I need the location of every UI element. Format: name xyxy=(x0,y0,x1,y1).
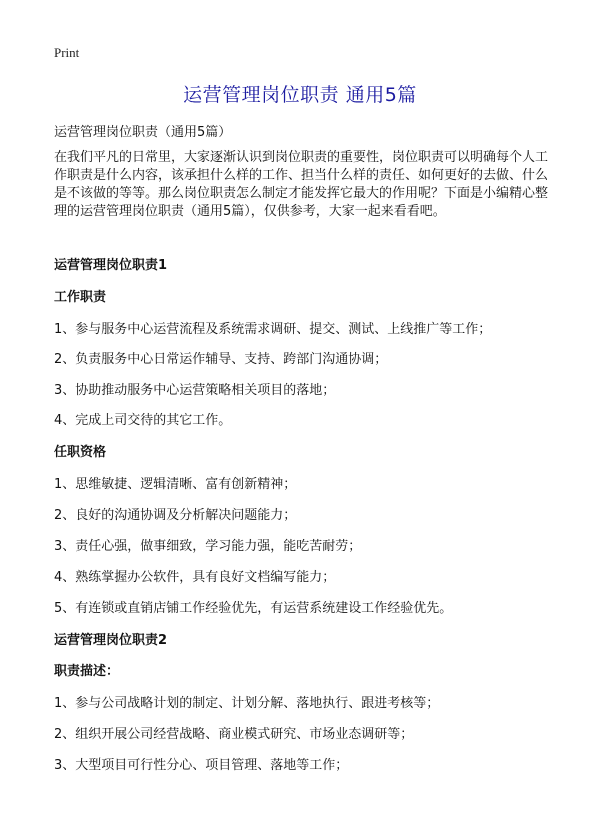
duties-heading: 工作职责 xyxy=(54,290,107,305)
intro-paragraph: 在我们平凡的日常里，大家逐渐认识到岗位职责的重要性，岗位职责可以明确每个人工作职责是什么内容，该承担什么样的工作、担当什么样的责任、如何更好的去做、什么是不该做的等等。那么岗位职责怎么制定才能发挥它最大的作用呢？下面是小编精心整理的运营管理岗位职责（通用5篇），仅供参考，大家一起来看看吧。 xyxy=(54,150,549,219)
qualification-item: 2、良好的沟通协调及分析解决问题能力； xyxy=(54,508,297,523)
document-subtitle: 运营管理岗位职责（通用5篇） xyxy=(54,125,232,140)
description-item: 1、参与公司战略计划的制定、计划分解、落地执行、跟进考核等； xyxy=(54,696,440,711)
qualification-item: 5、有连锁或直销店铺工作经验优先，有运营系统建设工作经验优先。 xyxy=(54,601,453,616)
description-item: 2、组织开展公司经营战略、商业模式研究、市场业态调研等； xyxy=(54,727,414,742)
duty-item: 4、完成上司交待的其它工作。 xyxy=(54,413,232,428)
section2-heading: 运营管理岗位职责2 xyxy=(54,633,168,648)
description-heading: 职责描述： xyxy=(54,664,120,679)
duty-item: 2、负责服务中心日常运作辅导、支持、跨部门沟通协调； xyxy=(54,352,388,367)
section1-heading: 运营管理岗位职责1 xyxy=(54,258,168,273)
qualification-item: 4、熟练掌握办公软件，具有良好文档编写能力； xyxy=(54,570,336,585)
duty-item: 3、协助推动服务中心运营策略相关项目的落地； xyxy=(54,383,336,398)
qualification-item: 3、责任心强，做事细致，学习能力强，能吃苦耐劳； xyxy=(54,539,362,554)
print-label: Print xyxy=(54,45,80,60)
qualifications-heading: 任职资格 xyxy=(54,445,107,460)
description-item: 3、大型项目可行性分心、项目管理、落地等工作； xyxy=(54,758,349,773)
page-title: 运营管理岗位职责 通用5篇 xyxy=(183,84,417,106)
duty-item: 1、参与服务中心运营流程及系统需求调研、提交、测试、上线推广等工作； xyxy=(54,322,492,337)
qualification-item: 1、思维敏捷、逻辑清晰、富有创新精神； xyxy=(54,477,297,492)
